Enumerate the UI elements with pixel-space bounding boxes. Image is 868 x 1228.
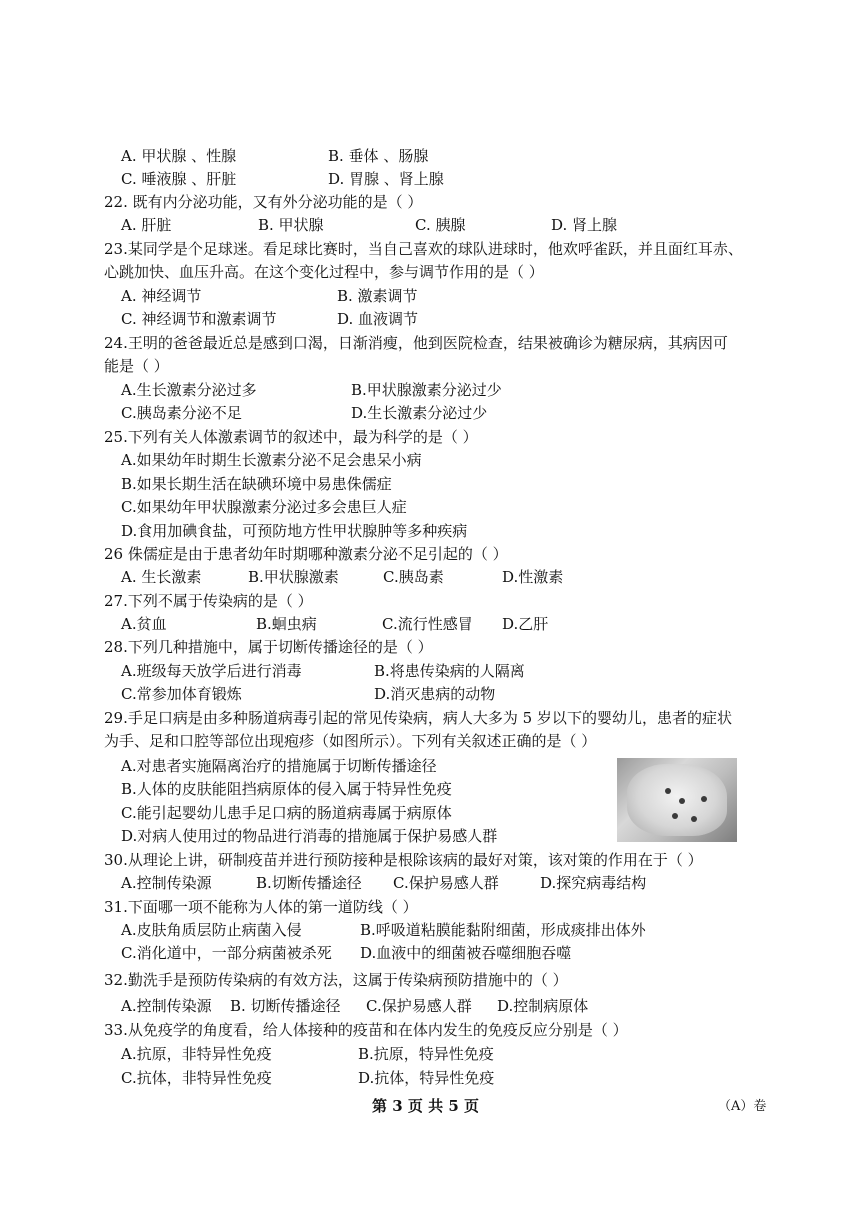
q22-option-a: A. 肝脏 <box>121 216 172 234</box>
q25-option-a: A.如果幼年时期生长激素分泌不足会患呆小病 <box>121 451 422 469</box>
q30-option-c: C.保护易感人群 <box>393 874 499 892</box>
q25-stem: 25.下列有关人体激素调节的叙述中，最为科学的是（ ） <box>104 428 478 446</box>
q25-option-b: B.如果长期生活在缺碘环境中易患侏儒症 <box>121 475 392 493</box>
q21-option-c: C. 唾液腺 、肝脏 <box>121 170 237 188</box>
q27-option-b: B.蛔虫病 <box>256 615 317 633</box>
q25-option-d: D.食用加碘食盐，可预防地方性甲状腺肿等多种疾病 <box>121 522 468 540</box>
q31-option-b: B.呼吸道粘膜能黏附细菌，形成痰排出体外 <box>360 921 646 939</box>
q24-option-c: C.胰岛素分泌不足 <box>121 404 242 422</box>
q26-option-d: D.性激素 <box>502 568 564 586</box>
rash-spot <box>679 798 685 804</box>
q28-option-a: A.班级每天放学后进行消毒 <box>121 662 302 680</box>
q22-stem: 22. 既有内分泌功能，又有外分泌功能的是（ ） <box>104 193 423 211</box>
q32-option-c: C.保护易感人群 <box>366 997 472 1015</box>
q28-option-c: C.常参加体育锻炼 <box>121 685 242 703</box>
paper-version-tag: （A）卷 <box>718 1099 767 1114</box>
q33-option-a: A.抗原，非特异性免疫 <box>121 1045 272 1063</box>
q31-option-d: D.血液中的细菌被吞噬细胞吞噬 <box>360 944 572 962</box>
q21-option-b: B. 垂体 、肠腺 <box>328 147 429 165</box>
rash-spot <box>701 796 707 802</box>
q27-option-a: A.贫血 <box>121 615 167 633</box>
q23-option-d: D. 血液调节 <box>337 310 419 328</box>
q31-option-a: A.皮肤角质层防止病菌入侵 <box>121 921 302 939</box>
rash-spot <box>691 816 697 822</box>
q27-option-d: D.乙肝 <box>502 615 549 633</box>
q30-stem: 30.从理论上讲，研制疫苗并进行预防接种是根除该病的最好对策，该对策的作用在于（ ） <box>104 851 703 869</box>
q32-option-d: D.控制病原体 <box>497 997 589 1015</box>
rash-spot <box>672 813 678 819</box>
q27-option-c: C.流行性感冒 <box>382 615 473 633</box>
q33-stem: 33.从免疫学的角度看，给人体接种的疫苗和在体内发生的免疫反应分别是（ ） <box>104 1021 628 1039</box>
q23-stem-line2: 心跳加快、血压升高。在这个变化过程中，参与调节作用的是（ ） <box>104 263 544 281</box>
q24-option-a: A.生长激素分泌过多 <box>121 381 257 399</box>
q24-stem-line1: 24.王明的爸爸最近总是感到口渴，日渐消瘦，他到医院检查，结果被确诊为糖尿病，其病因可 <box>104 334 728 352</box>
q26-option-c: C.胰岛素 <box>383 568 444 586</box>
q24-stem-line2: 能是（ ） <box>104 357 169 375</box>
page-number: 第 3 页 共 5 页 <box>372 1097 479 1115</box>
q23-option-b: B. 激素调节 <box>337 287 418 305</box>
q33-option-b: B.抗原，特异性免疫 <box>358 1045 494 1063</box>
q32-option-a: A.控制传染源 <box>121 997 212 1015</box>
q30-option-a: A.控制传染源 <box>121 874 212 892</box>
q28-stem: 28.下列几种措施中，属于切断传播途径的是（ ） <box>104 638 433 656</box>
q29-stem-line1: 29.手足口病是由多种肠道病毒引起的常见传染病，病人大多为 5 岁以下的婴幼儿，患者的症状 <box>104 709 732 727</box>
q23-option-c: C. 神经调节和激素调节 <box>121 310 277 328</box>
q21-option-d: D. 胃腺 、肾上腺 <box>328 170 444 188</box>
q25-option-c: C.如果幼年甲状腺激素分泌过多会患巨人症 <box>121 498 407 516</box>
q28-option-d: D.消灭患病的动物 <box>374 685 496 703</box>
hand-rash-photo <box>617 758 737 842</box>
q32-option-b: B. 切断传播途径 <box>230 997 341 1015</box>
palm-shape <box>627 764 727 836</box>
q26-option-a: A. 生长激素 <box>121 568 202 586</box>
q26-option-b: B.甲状腺激素 <box>248 568 339 586</box>
q22-option-d: D. 肾上腺 <box>551 216 618 234</box>
q29-option-b: B.人体的皮肤能阻挡病原体的侵入属于特异性免疫 <box>121 780 452 798</box>
q29-option-c: C.能引起婴幼儿患手足口病的肠道病毒属于病原体 <box>121 804 452 822</box>
q21-option-a: A. 甲状腺 、性腺 <box>121 147 237 165</box>
q23-option-a: A. 神经调节 <box>121 287 202 305</box>
q24-option-b: B.甲状腺激素分泌过少 <box>351 381 502 399</box>
q24-option-d: D.生长激素分泌过少 <box>351 404 488 422</box>
q31-option-c: C.消化道中，一部分病菌被杀死 <box>121 944 332 962</box>
q31-stem: 31.下面哪一项不能称为人体的第一道防线（ ） <box>104 898 418 916</box>
q26-stem: 26 侏儒症是由于患者幼年时期哪种激素分泌不足引起的（ ） <box>104 545 508 563</box>
q30-option-d: D.探究病毒结构 <box>540 874 647 892</box>
rash-spot <box>665 788 671 794</box>
q29-option-d: D.对病人使用过的物品进行消毒的措施属于保护易感人群 <box>121 827 498 845</box>
q33-option-c: C.抗体，非特异性免疫 <box>121 1069 272 1087</box>
q28-option-b: B.将患传染病的人隔离 <box>374 662 525 680</box>
q33-option-d: D.抗体，特异性免疫 <box>358 1069 495 1087</box>
q32-stem: 32.勤洗手是预防传染病的有效方法，这属于传染病预防措施中的（ ） <box>104 971 568 989</box>
q22-option-b: B. 甲状腺 <box>258 216 324 234</box>
q29-stem-line2: 为手、足和口腔等部位出现疱疹（如图所示）。下列有关叙述正确的是（ ） <box>104 732 597 750</box>
q30-option-b: B.切断传播途径 <box>256 874 362 892</box>
q29-option-a: A.对患者实施隔离治疗的措施属于切断传播途径 <box>121 757 437 775</box>
q22-option-c: C. 胰腺 <box>415 216 466 234</box>
q27-stem: 27.下列不属于传染病的是（ ） <box>104 592 313 610</box>
q23-stem-line1: 23.某同学是个足球迷。看足球比赛时，当自己喜欢的球队进球时，他欢呼雀跃，并且面红耳赤、 <box>104 240 743 258</box>
